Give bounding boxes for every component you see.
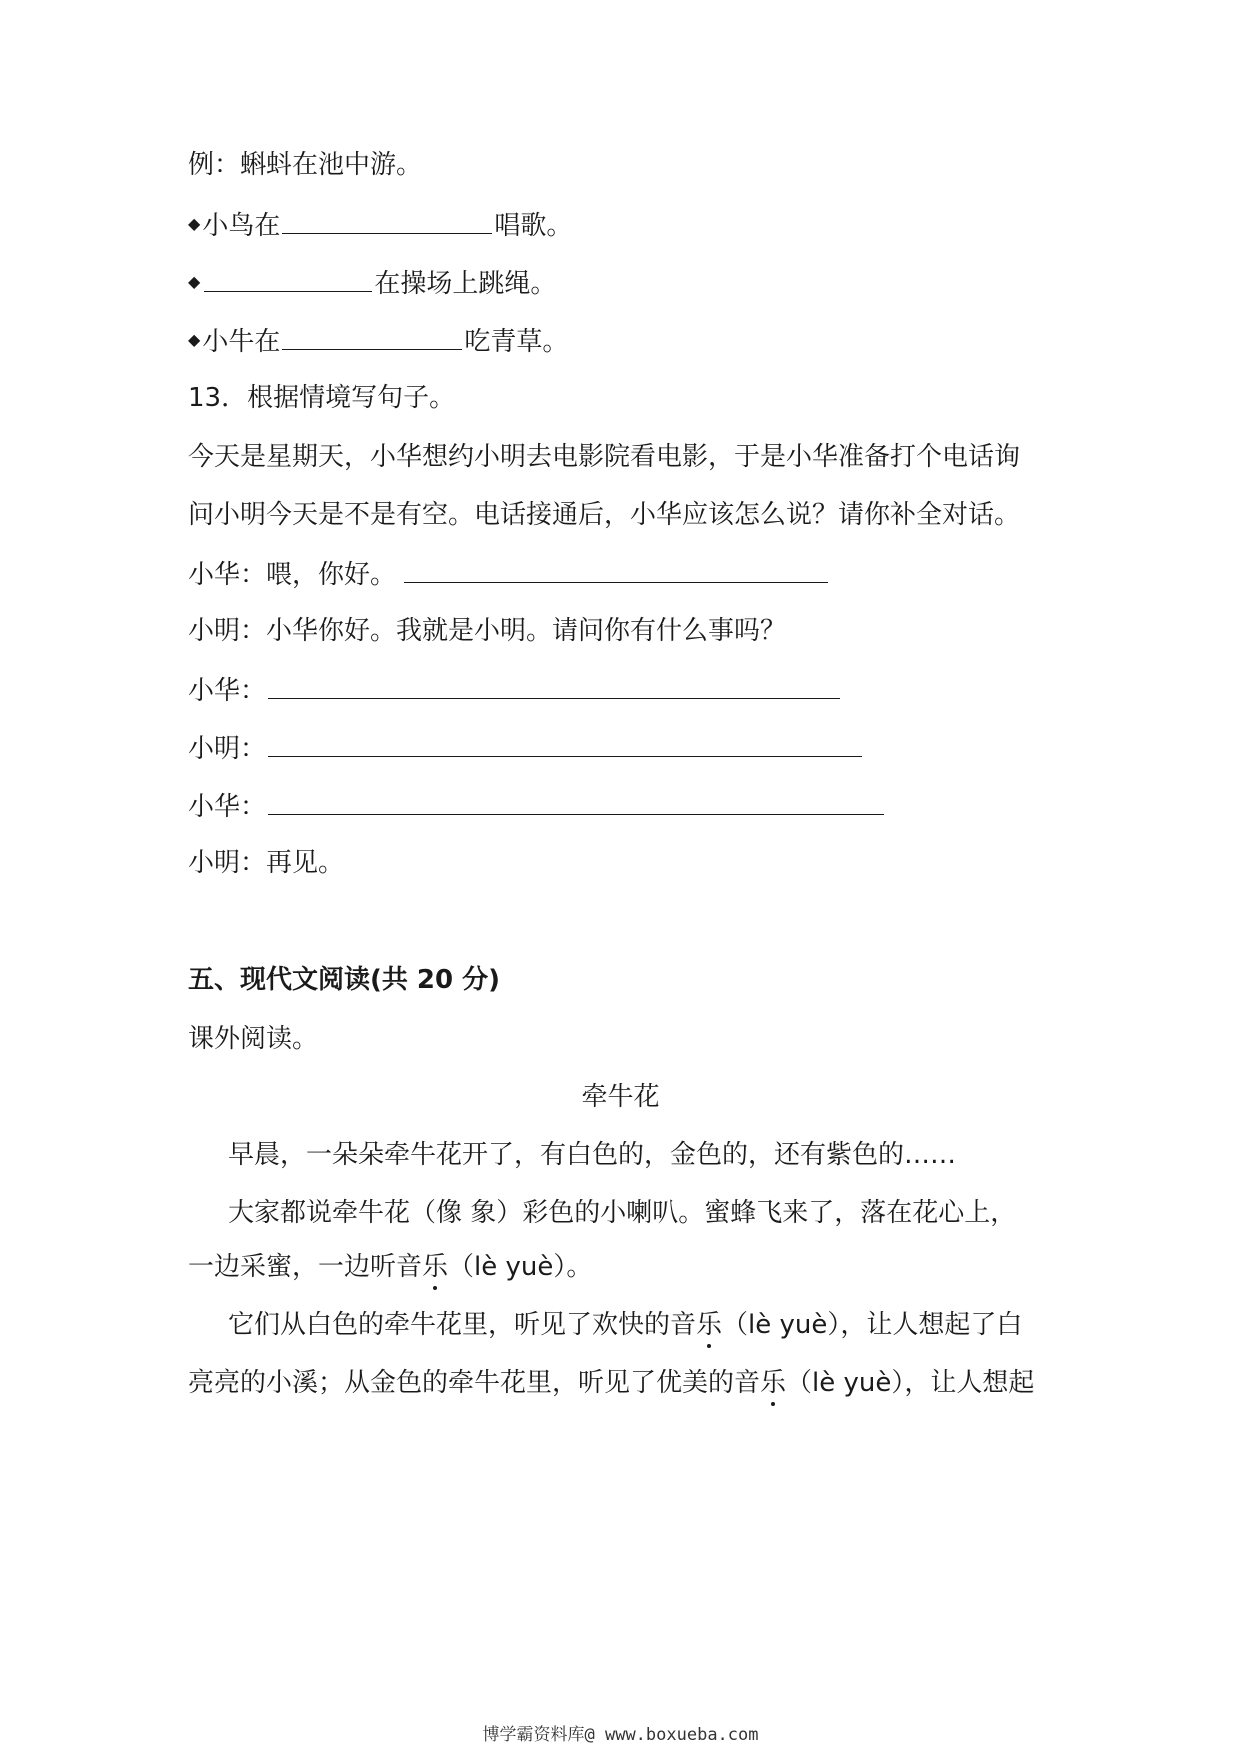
diamond-bullet-icon: ◆ bbox=[188, 329, 201, 349]
dialog-line-5 bbox=[188, 788, 886, 824]
dotted-character: 乐 bbox=[696, 1310, 723, 1340]
dialog-answer-blank-3[interactable] bbox=[268, 730, 862, 757]
dialog-answer-blank-2[interactable] bbox=[268, 672, 840, 699]
question-13-para-line-1: 今天是星期天，小华想约小明去电影院看电影，于是小华准备打个电话询 bbox=[188, 442, 1021, 472]
question-13-para-line-2: 问小明今天是不是有空。电话接通后，小华应该怎么说？请你补全对话。 bbox=[188, 500, 1021, 530]
dialog-line-2 bbox=[188, 614, 786, 648]
passage-paragraph-2-line-1: 大家都说牵牛花（像 象）彩色的小喇叭。蜜蜂飞来了，落在花心上， bbox=[228, 1198, 1017, 1228]
fill-item-1 bbox=[188, 207, 572, 244]
question-13-title: 13．根据情境写句子。 bbox=[188, 383, 456, 413]
dialog-text: 喂，你好。 bbox=[266, 560, 397, 590]
passage-text: （lè yuè），让人想起了白 bbox=[722, 1310, 1023, 1340]
dialog-text: 再见。 bbox=[266, 848, 345, 878]
fill-blank-1[interactable] bbox=[282, 207, 492, 234]
dialog-line-3 bbox=[188, 672, 842, 708]
passage-text: 它们从白色的牵牛花里，听见了欢快的音 bbox=[228, 1310, 697, 1340]
passage-text: 亮亮的小溪；从金色的牵牛花里，听见了优美的音 bbox=[188, 1368, 761, 1398]
dialog-line-6 bbox=[188, 846, 344, 880]
dialog-speaker: 小明： bbox=[188, 616, 267, 646]
fill-item-1-before: 小鸟在 bbox=[202, 211, 281, 241]
fill-item-3-before: 小牛在 bbox=[202, 327, 281, 357]
page-footer-watermark: 博学霸资料库@ www.boxueba.com bbox=[482, 1725, 759, 1745]
passage-paragraph-3-line-2 bbox=[188, 1366, 1034, 1400]
dialog-speaker: 小华： bbox=[188, 676, 267, 706]
dialog-answer-blank-1[interactable] bbox=[404, 556, 828, 583]
passage-title: 牵牛花 bbox=[581, 1082, 660, 1112]
diamond-bullet-icon: ◆ bbox=[188, 271, 201, 291]
passage-text: （lè yuè），让人想起 bbox=[786, 1368, 1035, 1398]
passage-text: 一边采蜜，一边听音 bbox=[188, 1252, 423, 1282]
fill-blank-3[interactable] bbox=[282, 323, 462, 350]
diamond-bullet-icon: ◆ bbox=[188, 213, 201, 233]
dialog-text: 小华你好。我就是小明。请问你有什么事吗？ bbox=[266, 616, 787, 646]
passage-paragraph-1: 早晨，一朵朵牵牛花开了，有白色的，金色的，还有紫色的…… bbox=[228, 1140, 957, 1170]
dialog-speaker: 小华： bbox=[188, 560, 267, 590]
dialog-line-1 bbox=[188, 556, 830, 592]
dialog-answer-blank-4[interactable] bbox=[268, 788, 884, 815]
section-5-heading: 五、现代文阅读(共 20 分) bbox=[188, 965, 501, 995]
dialog-speaker: 小明： bbox=[188, 848, 267, 878]
fill-item-2-after: 在操场上跳绳。 bbox=[374, 269, 557, 299]
passage-text: （lè yuè）。 bbox=[448, 1252, 593, 1282]
fill-item-3-after: 吃青草。 bbox=[464, 327, 569, 357]
passage-paragraph-2-line-2 bbox=[188, 1250, 592, 1284]
fill-item-1-after: 唱歌。 bbox=[494, 211, 573, 241]
fill-blank-2[interactable] bbox=[204, 265, 372, 292]
dialog-speaker: 小明： bbox=[188, 734, 267, 764]
section-5-instruction: 课外阅读。 bbox=[188, 1024, 319, 1054]
dialog-speaker: 小华： bbox=[188, 792, 267, 822]
dialog-line-4 bbox=[188, 730, 864, 766]
fill-item-3 bbox=[188, 323, 568, 360]
dotted-character: 乐 bbox=[760, 1368, 787, 1398]
fill-item-2 bbox=[188, 265, 556, 302]
dotted-character: 乐 bbox=[422, 1252, 449, 1282]
passage-paragraph-3-line-1 bbox=[228, 1308, 1022, 1342]
example-sentence: 例：蝌蚪在池中游。 bbox=[188, 150, 423, 180]
